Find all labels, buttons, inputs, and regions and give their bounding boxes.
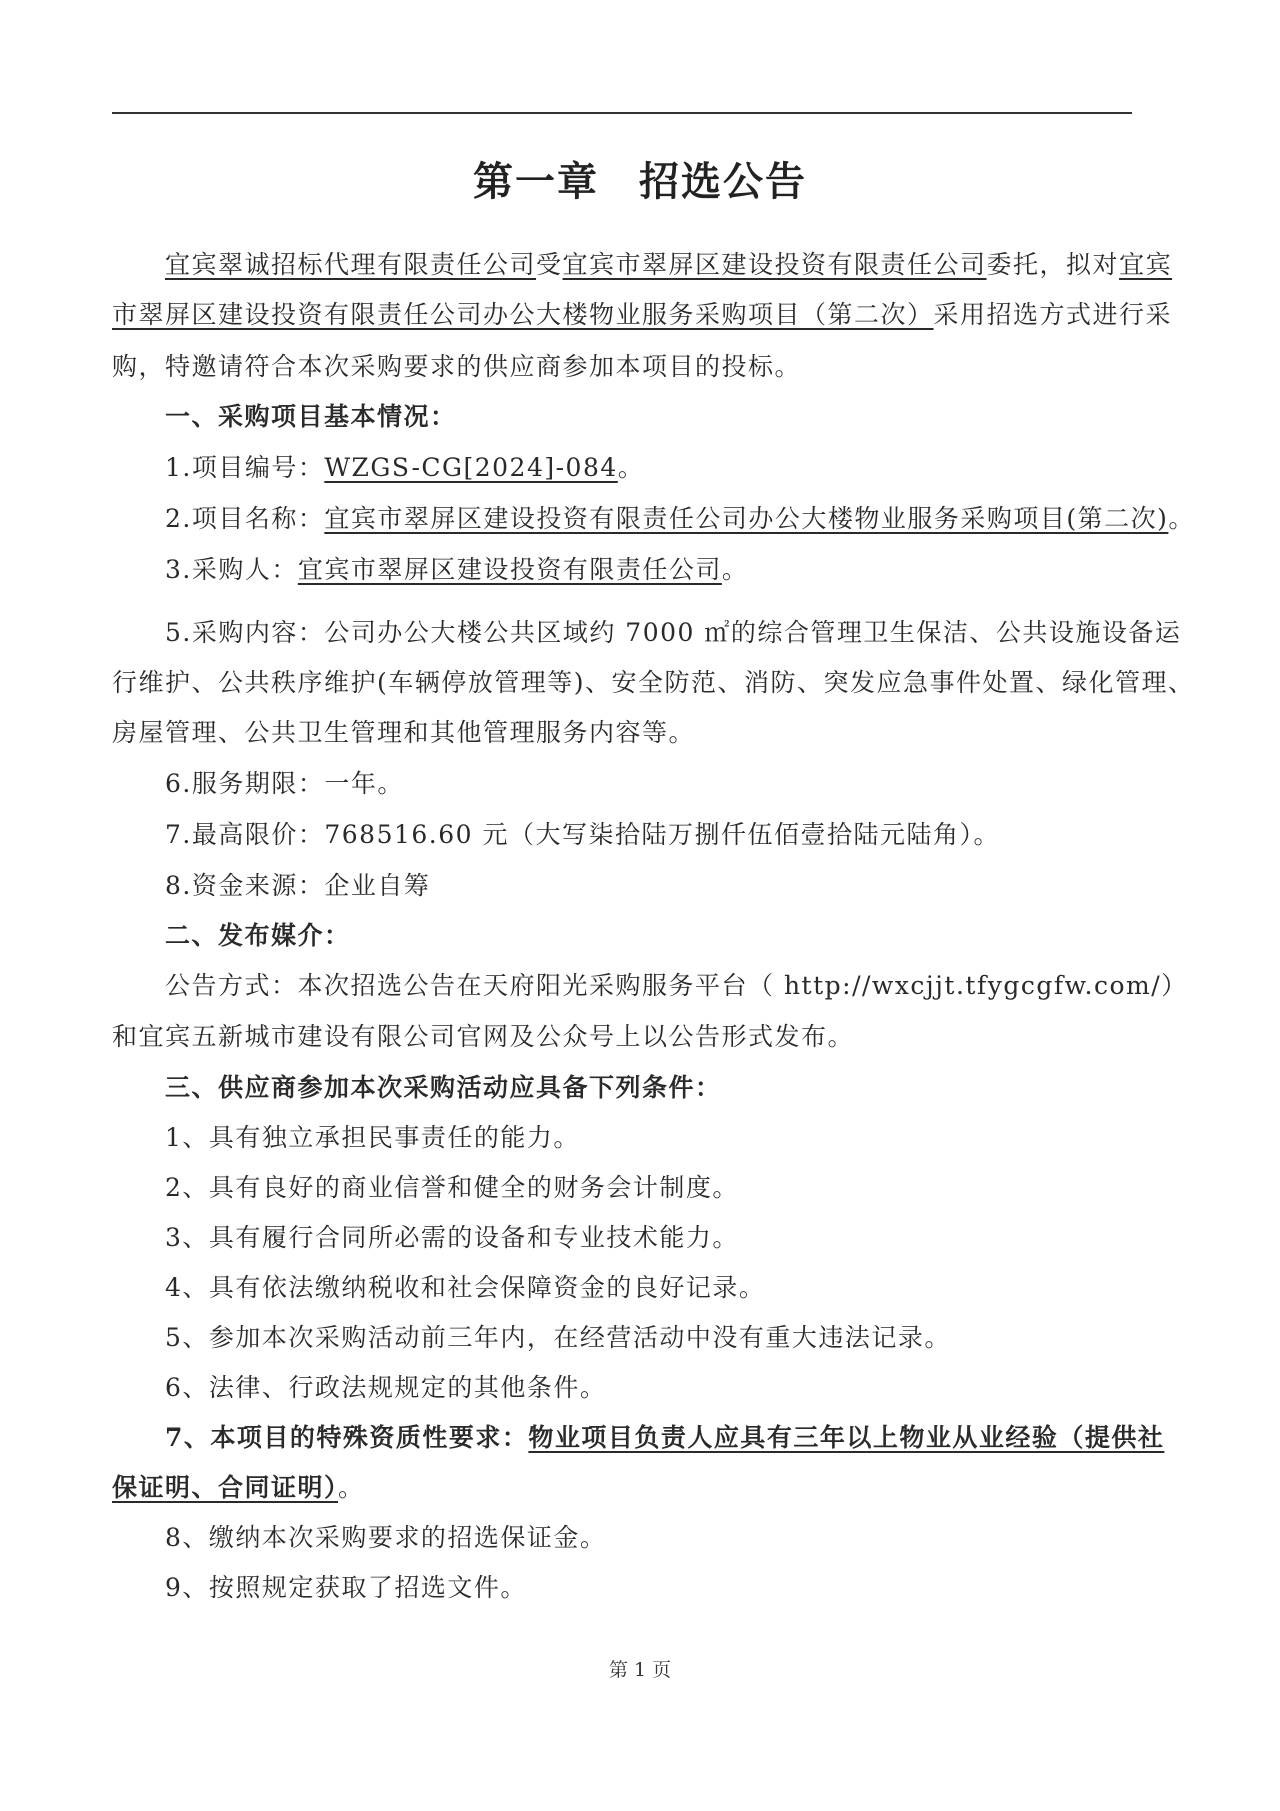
- condition-7-line-2: 保证明、合同证明）。: [112, 1473, 365, 1502]
- chapter-number: 第一章: [473, 158, 599, 205]
- publish-line-1: 公告方式：本次招选公告在天府阳光采购服务平台（ http://wxcjjt.tfygcgfw.com/）: [165, 971, 1188, 1000]
- condition-7-line-1: [165, 1421, 1164, 1455]
- condition-9: 9、按照规定获取了招选文件。: [165, 1573, 527, 1602]
- intro-line-3: 购，特邀请符合本次采购要求的供应商参加本项目的投标。: [112, 352, 802, 381]
- chapter-name: 招选公告: [639, 158, 807, 205]
- item-content-line-3: 房屋管理、公共卫生管理和其他管理服务内容等。: [112, 718, 696, 747]
- project-name-start: 宜宾: [1119, 250, 1173, 279]
- item-project-name: 2.项目名称：宜宾市翠屏区建设投资有限责任公司办公大楼物业服务采购项目(第二次)。: [165, 504, 1195, 533]
- condition-6: 6、法律、行政法规规定的其他条件。: [165, 1373, 607, 1402]
- item-content-line-2: 行维护、公共秩序维护(车辆停放管理等)、安全防范、消防、突发应急事件处置、绿化管理、: [112, 668, 1195, 697]
- item-service-period: 6.服务期限：一年。: [165, 769, 404, 798]
- condition-5: 5、参加本次采购活动前三年内，在经营活动中没有重大违法记录。: [165, 1323, 951, 1352]
- project-name-rest: 市翠屏区建设投资有限责任公司办公大楼物业服务采购项目（第二次）: [112, 300, 934, 329]
- intro-line-1: 宜宾翠诚招标代理有限责任公司受宜宾市翠屏区建设投资有限责任公司委托，拟对宜宾: [165, 250, 1173, 279]
- special-requirement-value: 物业项目负责人应具有三年以上物业从业经验（提供社: [528, 1423, 1165, 1452]
- purchaser-value: 宜宾市翠屏区建设投资有限责任公司: [297, 555, 722, 584]
- item-max-price: 7.最高限价：768516.60 元（大写柒拾陆万捌仟伍佰壹拾陆元陆角）。: [165, 820, 1000, 849]
- condition-8: 8、缴纳本次采购要求的招选保证金。: [165, 1523, 607, 1552]
- intro-line-2: 市翠屏区建设投资有限责任公司办公大楼物业服务采购项目（第二次）采用招选方式进行采: [112, 300, 1173, 329]
- publish-line-2: 和宜宾五新城市建设有限公司官网及公众号上以公告形式发布。: [112, 1022, 855, 1051]
- project-name-value: 宜宾市翠屏区建设投资有限责任公司办公大楼物业服务采购项目(第二次): [324, 504, 1169, 533]
- page-number: 第 1 页: [608, 1659, 672, 1681]
- section-3-heading: 三、供应商参加本次采购活动应具备下列条件：: [165, 1073, 722, 1102]
- condition-2: 2、具有良好的商业信誉和健全的财务会计制度。: [165, 1173, 739, 1202]
- chapter-title: [0, 150, 1280, 207]
- agent-name: 宜宾翠诚招标代理有限责任公司: [165, 250, 537, 279]
- condition-3: 3、具有履行合同所必需的设备和专业技术能力。: [165, 1223, 739, 1252]
- section-1-heading: 一、采购项目基本情况：: [165, 402, 457, 431]
- section-2-heading: 二、发布媒介：: [165, 921, 351, 950]
- item-content-line-1: 5.采购内容：公司办公大楼公共区域约 7000 ㎡的综合管理卫生保洁、公共设施设备运: [165, 618, 1182, 647]
- condition-1: 1、具有独立承担民事责任的能力。: [165, 1123, 580, 1152]
- project-number-value: WZGS-CG[2024]-084: [324, 453, 618, 482]
- item-purchaser: 3.采购人：宜宾市翠屏区建设投资有限责任公司。: [165, 555, 749, 584]
- condition-4: 4、具有依法缴纳税收和社会保障资金的良好记录。: [165, 1273, 766, 1302]
- principal-name: 宜宾市翠屏区建设投资有限责任公司: [562, 250, 987, 279]
- header-rule: [112, 112, 1132, 114]
- special-requirement-label: 7、本项目的特殊资质性要求：: [165, 1423, 529, 1452]
- item-fund-source: 8.资金来源：企业自筹: [165, 871, 431, 900]
- item-project-number: 1.项目编号：WZGS-CG[2024]-084。: [165, 453, 645, 482]
